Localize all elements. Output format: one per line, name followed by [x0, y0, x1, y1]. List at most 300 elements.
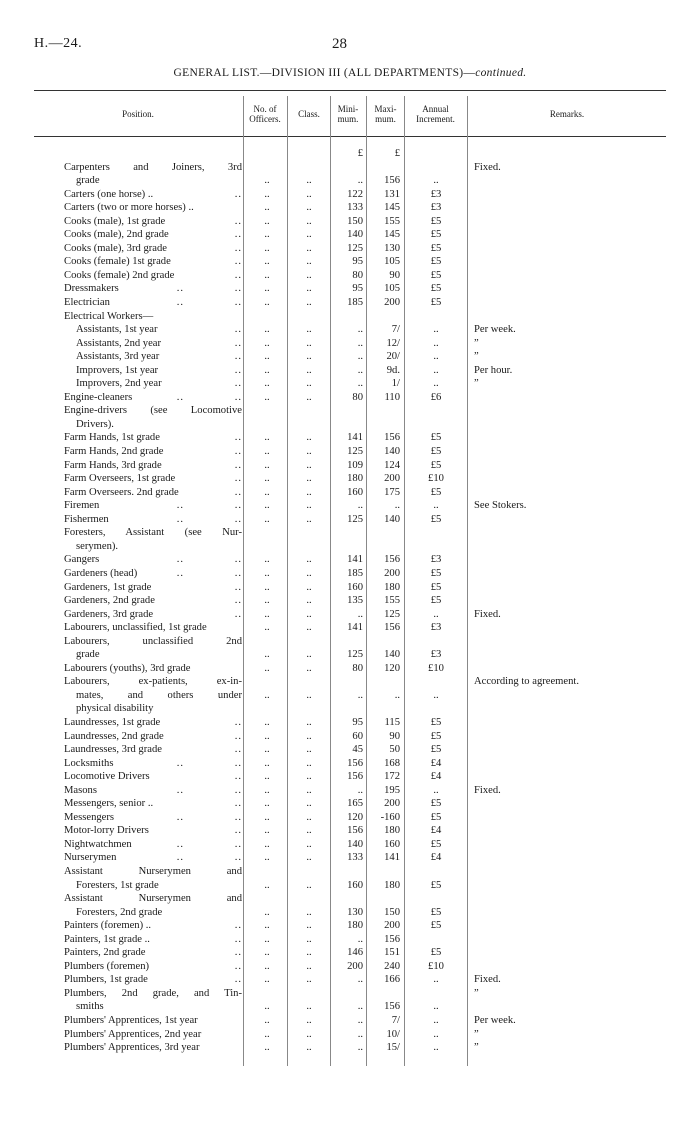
- officers-cell: ..: [264, 595, 270, 607]
- remarks-cell: Fixed.: [474, 161, 501, 173]
- leader-dots: ..: [234, 351, 242, 363]
- maximum-cell: 156: [384, 933, 400, 945]
- position-text: Engine-cleaners: [64, 391, 133, 403]
- position-text: Gardeners, 2nd grade: [64, 595, 155, 607]
- position-text: Firemen: [64, 500, 100, 512]
- minimum-cell: 133: [347, 852, 363, 864]
- position-text: Assistant Nurserymen and: [64, 893, 242, 905]
- class-cell: ..: [306, 269, 312, 281]
- minimum-cell: 140: [347, 838, 363, 850]
- position-text: Labourers, ex-patients, ex-in-: [64, 676, 242, 688]
- increment-cell: ..: [433, 1015, 439, 1026]
- position-text: Nurserymen: [64, 852, 117, 864]
- maximum-cell: 200: [384, 567, 400, 579]
- class-cell: ..: [306, 188, 312, 200]
- position-text: Gardeners, 3rd grade: [64, 608, 154, 620]
- increment-cell: ..: [433, 1001, 439, 1013]
- position-cell: [64, 553, 242, 567]
- minimum-cell: 95: [352, 283, 363, 295]
- table-row: [0, 770, 700, 784]
- minimum-cell: 200: [347, 960, 363, 972]
- position-cell: [64, 201, 242, 215]
- position-cell: [64, 811, 242, 825]
- officers-cell: ..: [264, 269, 270, 281]
- leader-dots: ..: [234, 432, 242, 444]
- class-cell: ..: [306, 933, 312, 945]
- class-cell: ..: [306, 811, 312, 823]
- increment-cell: £5: [430, 595, 442, 607]
- officers-cell: ..: [264, 798, 270, 810]
- position-text: Cooks (female) 2nd grade: [64, 269, 175, 281]
- position-text: Engine-drivers (see Locomotive: [64, 405, 242, 417]
- maximum-cell: 172: [384, 771, 400, 783]
- column-header-class: Class.: [298, 109, 320, 119]
- minimum-cell: 150: [347, 215, 363, 227]
- leader-dots: ..: [234, 283, 242, 295]
- leader-dots: ..: [234, 256, 242, 268]
- class-cell: ..: [306, 771, 312, 783]
- position-cell: [76, 377, 242, 391]
- leader-dots: ..: [234, 486, 242, 498]
- column-header-increment: Annual Increment.: [416, 104, 455, 124]
- leader-dots: ..: [176, 500, 184, 512]
- increment-cell: £5: [430, 798, 442, 810]
- class-cell: ..: [306, 513, 312, 525]
- table-row: [0, 228, 700, 242]
- increment-cell: ..: [433, 608, 439, 620]
- position-cell: [76, 364, 242, 378]
- increment-cell: £5: [430, 297, 442, 309]
- officers-cell: ..: [264, 242, 270, 254]
- maximum-cell: 175: [384, 486, 400, 498]
- position-cell: [64, 784, 242, 798]
- class-cell: ..: [306, 608, 312, 620]
- minimum-cell: 125: [347, 242, 363, 254]
- position-text: Painters, 1st grade ..: [64, 933, 150, 945]
- table-row: [0, 337, 700, 351]
- class-cell: ..: [306, 960, 312, 972]
- leader-dots: ..: [234, 744, 242, 756]
- position-cell: [64, 730, 242, 744]
- position-cell: [64, 851, 242, 865]
- position-cell: [64, 242, 242, 256]
- officers-cell: ..: [264, 771, 270, 783]
- table-row: [0, 215, 700, 229]
- position-cell: [64, 838, 242, 852]
- class-cell: ..: [306, 920, 312, 932]
- increment-cell: ..: [433, 378, 439, 390]
- table-row: [0, 662, 700, 676]
- maximum-cell: 150: [384, 906, 400, 918]
- table-row: [0, 147, 700, 161]
- increment-cell: £5: [430, 744, 442, 756]
- position-text: Farm Hands, 1st grade: [64, 432, 160, 444]
- increment-cell: ..: [433, 974, 439, 986]
- maximum-cell: 156: [384, 554, 400, 566]
- leader-dots: ..: [234, 459, 242, 471]
- table-row: [0, 472, 700, 486]
- class-cell: ..: [306, 554, 312, 566]
- maximum-cell: 156: [384, 175, 400, 187]
- increment-cell: £5: [430, 838, 442, 850]
- leader-dots: ..: [234, 933, 242, 945]
- minimum-cell: ..: [357, 974, 363, 986]
- class-cell: ..: [306, 202, 312, 214]
- officers-cell: ..: [264, 689, 270, 701]
- table-body: [0, 147, 700, 1055]
- position-cell: [64, 865, 242, 892]
- officers-cell: ..: [264, 662, 270, 674]
- leader-dots: ..: [234, 215, 242, 227]
- position-cell: [64, 296, 242, 310]
- column-header-remarks: Remarks.: [549, 109, 585, 119]
- position-text-continued: grade: [76, 175, 100, 187]
- maximum-cell: ..: [394, 500, 400, 512]
- leader-dots: ..: [234, 324, 242, 336]
- leader-dots: ..: [176, 811, 184, 823]
- leader-dots: ..: [234, 391, 242, 403]
- minimum-cell: 185: [347, 297, 363, 309]
- leader-dots: ..: [176, 513, 184, 525]
- position-text: Assistants, 3rd year: [76, 351, 160, 363]
- officers-cell: ..: [264, 283, 270, 295]
- leader-dots: ..: [234, 473, 242, 485]
- minimum-cell: 160: [347, 581, 363, 593]
- position-cell: [64, 770, 242, 784]
- officers-cell: ..: [264, 920, 270, 932]
- position-text: Labourers, unclassified 2nd: [64, 635, 242, 647]
- minimum-cell: 125: [347, 649, 363, 661]
- position-text: Improvers, 2nd year: [76, 378, 162, 390]
- position-cell: [64, 716, 242, 730]
- minimum-cell: ..: [357, 500, 363, 512]
- table-row: [0, 757, 700, 771]
- leader-dots: ..: [234, 581, 242, 593]
- minimum-cell: 140: [347, 229, 363, 241]
- minimum-cell: ..: [357, 1001, 363, 1013]
- leader-dots: ..: [234, 229, 242, 241]
- position-cell: [64, 486, 242, 500]
- remarks-cell: ”: [474, 378, 479, 390]
- position-cell: [64, 228, 242, 242]
- increment-cell: ..: [433, 364, 439, 376]
- maximum-cell: 1/: [391, 378, 400, 390]
- table-row: [0, 486, 700, 500]
- minimum-cell: 125: [347, 513, 363, 525]
- class-cell: ..: [306, 716, 312, 728]
- increment-cell: £5: [430, 215, 442, 227]
- officers-cell: ..: [264, 567, 270, 579]
- minimum-cell: 80: [352, 662, 363, 674]
- table-row: [0, 499, 700, 513]
- officers-cell: ..: [264, 459, 270, 471]
- leader-dots: ..: [234, 784, 242, 796]
- maximum-cell: 20/: [386, 351, 400, 363]
- minimum-cell: 180: [347, 473, 363, 485]
- maximum-cell: 145: [384, 229, 400, 241]
- table-row: [0, 743, 700, 757]
- increment-cell: ..: [433, 175, 439, 187]
- maximum-cell: 140: [384, 446, 400, 458]
- maximum-cell: 160: [384, 838, 400, 850]
- position-cell: [64, 445, 242, 459]
- position-text: Plumbers (foremen): [64, 960, 150, 972]
- maximum-cell: 195: [384, 784, 400, 796]
- table-title: [0, 67, 700, 79]
- minimum-cell: 60: [352, 730, 363, 742]
- class-cell: ..: [306, 1015, 312, 1026]
- officers-cell: ..: [264, 351, 270, 363]
- position-cell: [64, 567, 242, 581]
- class-cell: ..: [306, 256, 312, 268]
- officers-cell: ..: [264, 188, 270, 200]
- minimum-cell: 130: [347, 906, 363, 918]
- table-row: [0, 933, 700, 947]
- table-row: [0, 973, 700, 987]
- minimum-cell: ..: [357, 608, 363, 620]
- table-title-continued: continued.: [475, 67, 527, 79]
- officers-cell: ..: [264, 391, 270, 403]
- position-text-continued: grade: [76, 649, 100, 661]
- leader-dots: ..: [234, 269, 242, 281]
- position-cell: [64, 188, 242, 202]
- officers-cell: ..: [264, 473, 270, 485]
- remarks-cell: According to agreement.: [474, 676, 580, 688]
- table-row: [0, 296, 700, 310]
- table-row: [0, 431, 700, 445]
- table-row: [0, 242, 700, 256]
- class-cell: ..: [306, 459, 312, 471]
- maximum-cell: 180: [384, 879, 400, 891]
- maximum-cell: 12/: [386, 337, 400, 349]
- leader-dots: ..: [176, 554, 184, 566]
- increment-cell: £10: [428, 662, 444, 674]
- maximum-cell: 141: [384, 852, 400, 864]
- position-text-continued: Foresters, 1st grade: [76, 879, 159, 891]
- officers-cell: ..: [264, 852, 270, 864]
- increment-cell: ..: [433, 500, 439, 512]
- leader-dots: ..: [234, 500, 242, 512]
- increment-cell: ..: [433, 337, 439, 349]
- minimum-cell: 180: [347, 920, 363, 932]
- minimum-cell: 160: [347, 879, 363, 891]
- position-text: Cooks (male), 2nd grade: [64, 229, 169, 241]
- maximum-cell: 125: [384, 608, 400, 620]
- officers-cell: ..: [264, 879, 270, 891]
- table-row: [0, 255, 700, 269]
- remarks-cell: Fixed.: [474, 784, 501, 796]
- leader-dots: ..: [234, 378, 242, 390]
- officers-cell: ..: [264, 1028, 270, 1040]
- increment-cell: £5: [430, 730, 442, 742]
- class-cell: ..: [306, 879, 312, 891]
- maximum-cell: 140: [384, 513, 400, 525]
- leader-dots: ..: [234, 771, 242, 783]
- position-text: Plumbers' Apprentices, 2nd year: [64, 1028, 202, 1040]
- table-row: [0, 581, 700, 595]
- class-cell: ..: [306, 324, 312, 336]
- class-cell: ..: [306, 1042, 312, 1054]
- class-cell: ..: [306, 215, 312, 227]
- position-text: Laundresses, 1st grade: [64, 716, 161, 728]
- position-cell: [76, 337, 242, 351]
- table-title-main: GENERAL LIST.—DIVISION III (ALL DEPARTMENTS)—: [173, 67, 476, 79]
- increment-cell: ..: [433, 1028, 439, 1040]
- position-text: Cooks (male), 1st grade: [64, 215, 166, 227]
- position-text: Painters (foremen) ..: [64, 920, 152, 932]
- maximum-cell: 131: [384, 188, 400, 200]
- leader-dots: ..: [234, 242, 242, 254]
- table-row: [0, 188, 700, 202]
- officers-cell: ..: [264, 608, 270, 620]
- increment-cell: £3: [430, 202, 442, 214]
- position-cell: [64, 161, 242, 188]
- officers-cell: ..: [264, 486, 270, 498]
- increment-cell: £4: [430, 757, 442, 769]
- position-cell: [64, 581, 242, 595]
- leader-dots: ..: [234, 567, 242, 579]
- position-text-continued: physical disability: [76, 703, 154, 715]
- leader-dots: ..: [234, 595, 242, 607]
- table-row: [0, 635, 700, 662]
- officers-cell: ..: [264, 446, 270, 458]
- leader-dots: ..: [234, 716, 242, 728]
- table-row: [0, 282, 700, 296]
- column-header-officers: No. of Officers.: [249, 104, 281, 124]
- position-cell: [64, 1014, 242, 1028]
- table-row: [0, 892, 700, 919]
- maximum-cell: 90: [389, 269, 400, 281]
- class-cell: ..: [306, 391, 312, 403]
- increment-cell: £6: [430, 391, 442, 403]
- position-cell: [64, 608, 242, 622]
- officers-cell: ..: [264, 581, 270, 593]
- position-text: Assistants, 1st year: [76, 324, 158, 336]
- minimum-cell: ..: [357, 689, 363, 701]
- minimum-cell: ..: [357, 378, 363, 390]
- class-cell: ..: [306, 378, 312, 390]
- maximum-cell: 105: [384, 256, 400, 268]
- position-cell: [64, 973, 242, 987]
- increment-cell: £5: [430, 269, 442, 281]
- leader-dots: ..: [234, 364, 242, 376]
- leader-dots: ..: [176, 757, 184, 769]
- increment-cell: £5: [430, 283, 442, 295]
- maximum-cell: 115: [384, 716, 400, 728]
- class-cell: ..: [306, 446, 312, 458]
- position-text: Farm Hands, 3rd grade: [64, 459, 162, 471]
- maximum-cell: 180: [384, 825, 400, 837]
- position-text: Laundresses, 2nd grade: [64, 730, 164, 742]
- table-row: [0, 1014, 700, 1028]
- leader-dots: ..: [234, 337, 242, 349]
- officers-cell: ..: [264, 1001, 270, 1013]
- maximum-cell: 200: [384, 473, 400, 485]
- officers-cell: ..: [264, 229, 270, 241]
- officers-cell: ..: [264, 744, 270, 756]
- table-row: [0, 404, 700, 431]
- minimum-cell: 185: [347, 567, 363, 579]
- minimum-cell: ..: [357, 933, 363, 945]
- class-cell: ..: [306, 622, 312, 634]
- increment-cell: ..: [433, 351, 439, 363]
- position-text: Plumbers' Apprentices, 3rd year: [64, 1042, 200, 1054]
- top-rule: [34, 90, 666, 91]
- increment-cell: £10: [428, 473, 444, 485]
- table-row: [0, 797, 700, 811]
- leader-dots: ..: [234, 920, 242, 932]
- increment-cell: £4: [430, 771, 442, 783]
- leader-dots: ..: [234, 825, 242, 837]
- officers-cell: ..: [264, 1042, 270, 1054]
- position-text: Fishermen: [64, 513, 109, 525]
- increment-cell: £5: [430, 906, 442, 918]
- minimum-cell: 80: [352, 269, 363, 281]
- officers-cell: ..: [264, 825, 270, 837]
- position-text: Electrician: [64, 297, 110, 309]
- position-text: Plumbers, 2nd grade, and Tin-: [64, 987, 242, 999]
- position-text: Carpenters and Joiners, 3rd: [64, 161, 242, 173]
- remarks-cell: Per week.: [474, 1015, 516, 1026]
- minimum-cell: 95: [352, 256, 363, 268]
- increment-cell: £3: [430, 622, 442, 634]
- class-cell: ..: [306, 689, 312, 701]
- position-cell: [64, 404, 242, 431]
- remarks-cell: Per hour.: [474, 364, 513, 376]
- leader-dots: ..: [234, 730, 242, 742]
- position-text: Cooks (female) 1st grade: [64, 256, 171, 268]
- remarks-cell: ”: [474, 987, 479, 999]
- minimum-cell: 141: [347, 432, 363, 444]
- position-cell: [64, 310, 242, 324]
- position-cell: [64, 1041, 242, 1055]
- table-row: [0, 269, 700, 283]
- remarks-cell: See Stokers.: [474, 500, 527, 512]
- officers-cell: ..: [264, 947, 270, 959]
- position-text: Electrical Workers—: [64, 310, 154, 322]
- leader-dots: ..: [234, 838, 242, 850]
- leader-dots: ..: [176, 784, 184, 796]
- table-row: [0, 526, 700, 553]
- increment-cell: £5: [430, 432, 442, 444]
- leader-dots: ..: [176, 852, 184, 864]
- increment-cell: £5: [430, 459, 442, 471]
- maximum-cell: 240: [384, 960, 400, 972]
- table-row: [0, 824, 700, 838]
- table-row: [0, 675, 700, 716]
- maximum-cell: 90: [389, 730, 400, 742]
- class-cell: ..: [306, 825, 312, 837]
- remarks-cell: ”: [474, 1028, 479, 1040]
- position-text: Farm Hands, 2nd grade: [64, 446, 164, 458]
- class-cell: ..: [306, 1028, 312, 1040]
- class-cell: ..: [306, 473, 312, 485]
- minimum-cell: ..: [357, 1015, 363, 1026]
- position-text-continued: Foresters, 2nd grade: [76, 906, 163, 918]
- position-text: Gangers: [64, 554, 100, 566]
- minimum-cell: 160: [347, 486, 363, 498]
- increment-cell: ..: [433, 1042, 439, 1054]
- maximum-cell: 166: [384, 974, 400, 986]
- minimum-cell: ..: [357, 175, 363, 187]
- leader-dots: ..: [176, 283, 184, 295]
- increment-cell: ..: [433, 324, 439, 336]
- position-text: Assistants, 2nd year: [76, 337, 162, 349]
- table-row: [0, 716, 700, 730]
- table-row: [0, 919, 700, 933]
- position-cell: [64, 391, 242, 405]
- officers-cell: ..: [264, 378, 270, 390]
